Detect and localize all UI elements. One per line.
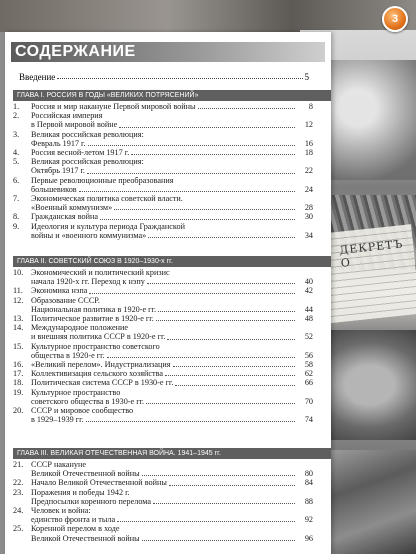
toc-entry-text — [31, 524, 313, 542]
leader-dots — [107, 351, 295, 358]
leader-dots — [165, 369, 295, 376]
toc-entry-line — [31, 268, 313, 277]
toc-entry-title: Российская империя — [31, 111, 103, 121]
toc-entry-line — [31, 360, 313, 369]
toc-entry-line — [31, 397, 313, 406]
toc-entry-line — [31, 314, 313, 323]
toc-entry-page: 16 — [304, 138, 313, 148]
toc-entry-title: Великая российская революция: — [31, 157, 144, 167]
leader-dots — [86, 415, 295, 422]
leader-dots — [198, 102, 295, 109]
toc-entry-title: Культурное пространство — [31, 387, 121, 397]
toc-entry-page: 84 — [304, 478, 313, 488]
toc-entry-title: начала 1920-х гг. Переход к нэпу — [31, 277, 145, 287]
leader-dots — [89, 286, 295, 293]
toc-entry-page: 58 — [304, 360, 313, 370]
intro-entry[interactable] — [19, 72, 309, 82]
toc-entry-title: Предпосылки коренного перелома — [31, 496, 152, 506]
toc-entry-line — [31, 332, 313, 341]
toc-entry-number: 18. — [13, 378, 24, 388]
toc-entry-page: 92 — [304, 515, 313, 525]
toc-entry-number: 17. — [13, 369, 24, 379]
chapter-1-heading[interactable]: ГЛАВА I. РОССИЯ В ГОДЫ «ВЕЛИКИХ ПОТРЯСЕНИЙ» — [13, 90, 331, 101]
leader-dots — [156, 314, 295, 321]
toc-entry-text — [31, 296, 313, 314]
toc-entry-line — [31, 203, 313, 212]
toc-entry-line — [31, 469, 313, 478]
toc-entry-page: 8 — [308, 102, 313, 111]
toc-entry-line — [31, 305, 313, 314]
toc-entry[interactable] — [13, 176, 313, 194]
toc-entry[interactable] — [13, 286, 313, 295]
toc-entry-text — [31, 157, 313, 175]
toc-entry-line — [31, 323, 313, 332]
toc-entry-title: Гражданская война — [31, 212, 99, 222]
toc-entry-number: 7. — [13, 194, 20, 204]
toc-entry-number: 23. — [13, 487, 24, 497]
toc-entry-text — [31, 286, 313, 295]
toc-entry-line — [31, 534, 313, 543]
toc-entry-title: Экономика нэпа — [31, 286, 88, 296]
toc-entry[interactable] — [13, 488, 313, 506]
toc-entry-title: «Военный коммунизм» — [31, 203, 113, 213]
toc-entry-title: Политическое развитие в 1920-е гг. — [31, 314, 154, 324]
toc-entry[interactable] — [13, 388, 313, 406]
toc-entry-text — [31, 176, 313, 194]
chapter-2-list — [13, 268, 313, 424]
toc-entry-text — [31, 314, 313, 323]
toc-entry-number: 19. — [13, 387, 24, 397]
chapter-3-list — [13, 460, 313, 543]
toc-entry-line — [31, 120, 313, 129]
toc-entry-number: 6. — [13, 175, 20, 185]
toc-entry-number: 24. — [13, 506, 24, 516]
toc-entry-text — [31, 111, 313, 129]
toc-entry-text — [31, 268, 313, 286]
toc-entry-line — [31, 111, 313, 120]
toc-entry-page: 66 — [304, 378, 313, 388]
toc-entry[interactable] — [13, 506, 313, 524]
toc-entry-title: в Первой мировой войне — [31, 120, 118, 130]
leader-dots — [147, 277, 295, 284]
toc-entry-page: 70 — [304, 396, 313, 406]
toc-entry[interactable] — [13, 314, 313, 323]
toc-entry-text — [31, 488, 313, 506]
toc-entry-text — [31, 342, 313, 360]
toc-entry-title: Октябрь 1917 г. — [31, 166, 85, 176]
toc-entry-title: Образование СССР. — [31, 295, 100, 305]
contents-panel — [5, 32, 331, 554]
toc-entry[interactable] — [13, 342, 313, 360]
toc-entry-title: Первые революционные преобразования — [31, 175, 174, 185]
toc-entry-title: в 1929–1939 гг. — [31, 415, 84, 425]
toc-entry-line — [31, 488, 313, 497]
leader-dots — [169, 478, 295, 485]
toc-entry-number: 4. — [13, 148, 20, 158]
toc-entry-title: «Великий перелом». Индустриализация — [31, 360, 171, 370]
toc-entry[interactable] — [13, 360, 313, 369]
toc-entry-text — [31, 360, 313, 369]
toc-entry[interactable] — [13, 369, 313, 378]
toc-entry-number: 14. — [13, 323, 24, 333]
toc-entry-text — [31, 378, 313, 387]
toc-entry[interactable] — [13, 157, 313, 175]
toc-entry-page: 12 — [304, 120, 313, 130]
toc-entry[interactable] — [13, 296, 313, 314]
toc-entry-line — [31, 506, 313, 515]
toc-entry-line — [31, 194, 313, 203]
toc-entry-page: 48 — [304, 314, 313, 324]
toc-entry-number: 5. — [13, 157, 20, 167]
toc-entry-page: 80 — [304, 469, 313, 479]
background-photo-top — [0, 0, 416, 32]
toc-entry-title: Великой Отечественной войны — [31, 469, 140, 479]
toc-entry-title: Экономическая политика советской власти. — [31, 194, 183, 204]
toc-entry-page: 74 — [304, 415, 313, 425]
toc-entry-number: 13. — [13, 314, 24, 324]
intro-label: Введение — [19, 72, 56, 82]
toc-entry-line — [31, 497, 313, 506]
leader-dots — [146, 397, 295, 404]
toc-entry-line — [31, 460, 313, 469]
leader-dots — [131, 148, 295, 155]
toc-entry-line — [31, 415, 313, 424]
toc-entry-line — [31, 148, 313, 157]
toc-entry-line — [31, 286, 313, 295]
leader-dots — [117, 515, 295, 522]
toc-entry-title: Коллективизация сельского хозяйства — [31, 369, 163, 379]
toc-entry[interactable] — [13, 478, 313, 487]
toc-entry-line — [31, 296, 313, 305]
toc-entry-title: Политическая система СССР в 1930-е гг. — [31, 378, 174, 388]
toc-entry-page: 42 — [304, 286, 313, 296]
toc-entry-title: войны и «военного коммунизма» — [31, 230, 147, 240]
toc-entry-page: 44 — [304, 304, 313, 314]
toc-entry-text — [31, 506, 313, 524]
toc-entry-number: 11. — [13, 286, 23, 296]
contents-title: СОДЕРЖАНИЕ — [11, 42, 325, 62]
toc-entry-line — [31, 277, 313, 286]
toc-entry-line — [31, 176, 313, 185]
page-number-badge: 3 — [382, 6, 408, 32]
toc-entry-number: 21. — [13, 460, 24, 469]
toc-entry-text — [31, 323, 313, 341]
toc-entry-page: 28 — [304, 203, 313, 213]
toc-entry[interactable] — [13, 323, 313, 341]
toc-entry-line — [31, 515, 313, 524]
leader-dots — [142, 469, 295, 476]
toc-entry-page: 56 — [304, 350, 313, 360]
background-decree-text: ДЕКРЕТЪ О — [338, 237, 404, 270]
toc-entry-title: общества в 1920-е гг. — [31, 350, 105, 360]
toc-entry[interactable] — [13, 102, 313, 111]
toc-entry-line — [31, 406, 313, 415]
toc-entry-number: 16. — [13, 360, 24, 370]
toc-entry-page: 88 — [304, 496, 313, 506]
toc-entry-line — [31, 369, 313, 378]
toc-entry-title: Человек и война: — [31, 506, 91, 516]
toc-entry[interactable] — [13, 194, 313, 212]
leader-dots — [100, 212, 295, 219]
toc-entry-title: СССР накануне — [31, 460, 86, 469]
toc-entry-title: Международное положение — [31, 323, 129, 333]
toc-entry-title: Экономический и политический кризис — [31, 268, 170, 277]
toc-entry-line — [31, 185, 313, 194]
toc-entry-text — [31, 102, 313, 111]
toc-entry[interactable] — [13, 378, 313, 387]
toc-entry-line — [31, 157, 313, 166]
toc-entry-title: и внешняя политика СССР в 1920-е гг. — [31, 332, 166, 342]
chapter-2-heading[interactable]: ГЛАВА II. СОВЕТСКИЙ СОЮЗ В 1920–1930-х гг. — [13, 256, 331, 267]
leader-dots — [87, 166, 295, 173]
toc-entry-page: 40 — [304, 277, 313, 287]
toc-entry-page: 52 — [304, 332, 313, 342]
toc-entry-number: 9. — [13, 221, 20, 231]
toc-entry-title: Великая российская революция: — [31, 129, 144, 139]
toc-entry-title: большевиков — [31, 184, 77, 194]
toc-entry-line — [31, 524, 313, 533]
toc-entry-text — [31, 406, 313, 424]
intro-page: 5 — [304, 72, 309, 82]
toc-entry-text — [31, 388, 313, 406]
toc-entry-page: 22 — [304, 166, 313, 176]
chapter-1-list — [13, 102, 313, 240]
toc-entry-page: 96 — [304, 533, 313, 543]
toc-entry-line — [31, 478, 313, 487]
toc-entry[interactable] — [13, 148, 313, 157]
toc-entry-number: 1. — [13, 102, 20, 111]
toc-entry-text — [31, 460, 313, 478]
toc-entry-line — [31, 231, 313, 240]
toc-entry[interactable] — [13, 460, 313, 478]
toc-entry-number: 12. — [13, 295, 24, 305]
toc-entry-text — [31, 130, 313, 148]
toc-entry-title: Культурное пространство советского — [31, 341, 160, 351]
toc-entry-title: Февраль 1917 г. — [31, 138, 86, 148]
toc-entry-title: СССР и мировое сообщество — [31, 406, 134, 416]
toc-entry-title: Идеология и культура периода Гражданской — [31, 221, 185, 231]
toc-entry[interactable] — [13, 406, 313, 424]
toc-entry-line — [31, 130, 313, 139]
toc-entry-line — [31, 378, 313, 387]
leader-dots — [57, 72, 302, 79]
toc-entry-number: 15. — [13, 341, 24, 351]
toc-entry-text — [31, 478, 313, 487]
toc-entry-title: Великой Отечественной войны — [31, 533, 140, 543]
toc-entry-title: единство фронта и тыла — [31, 515, 116, 525]
leader-dots — [119, 120, 295, 127]
toc-entry-title: Начало Великой Отечественной войны — [31, 478, 167, 488]
toc-entry-title: Поражения и победы 1942 г. — [31, 487, 130, 497]
toc-entry[interactable] — [13, 111, 313, 129]
toc-entry-line — [31, 102, 313, 111]
toc-entry-text — [31, 194, 313, 212]
toc-entry[interactable] — [13, 524, 313, 542]
leader-dots — [79, 185, 295, 192]
toc-entry-line — [31, 351, 313, 360]
leader-dots — [142, 534, 295, 541]
toc-entry-number: 10. — [13, 268, 24, 277]
toc-entry-page: 24 — [304, 184, 313, 194]
leader-dots — [158, 305, 295, 312]
toc-entry-page: 30 — [304, 212, 313, 222]
toc-entry[interactable] — [13, 212, 313, 221]
toc-entry-page: 18 — [304, 148, 313, 158]
toc-entry-number: 25. — [13, 524, 24, 534]
toc-entry-line — [31, 166, 313, 175]
toc-entry[interactable] — [13, 222, 313, 240]
toc-entry-title: Россия весной-летом 1917 г. — [31, 148, 130, 158]
toc-entry-title: Коренной перелом в ходе — [31, 524, 120, 534]
toc-entry-line — [31, 222, 313, 231]
toc-entry-title: Россия и мир накануне Первой мировой войны — [31, 102, 196, 111]
leader-dots — [148, 231, 295, 238]
toc-entry-text — [31, 148, 313, 157]
chapter-3-heading[interactable]: ГЛАВА III. ВЕЛИКАЯ ОТЕЧЕСТВЕННАЯ ВОЙНА. 1941–1945 гг. — [13, 448, 331, 459]
toc-entry-line — [31, 388, 313, 397]
toc-entry-line — [31, 342, 313, 351]
toc-entry-title: Национальная политика в 1920-е гг. — [31, 304, 157, 314]
toc-entry-text — [31, 369, 313, 378]
toc-entry-line — [31, 139, 313, 148]
toc-entry-title: советского общества в 1930-е гг. — [31, 396, 145, 406]
toc-entry-number: 8. — [13, 212, 20, 222]
leader-dots — [114, 203, 295, 210]
leader-dots — [173, 360, 296, 367]
leader-dots — [167, 332, 295, 339]
toc-entry-page: 62 — [304, 369, 313, 379]
leader-dots — [175, 378, 295, 385]
toc-entry-line — [31, 212, 313, 221]
toc-entry-page: 34 — [304, 230, 313, 240]
toc-entry-text — [31, 222, 313, 240]
leader-dots — [88, 139, 295, 146]
toc-entry-text — [31, 212, 313, 221]
toc-entry-number: 22. — [13, 478, 24, 488]
leader-dots — [153, 497, 295, 504]
toc-entry-number: 20. — [13, 406, 24, 416]
toc-entry-number: 3. — [13, 129, 20, 139]
toc-entry[interactable] — [13, 268, 313, 286]
toc-entry-number: 2. — [13, 111, 20, 121]
toc-entry[interactable] — [13, 130, 313, 148]
